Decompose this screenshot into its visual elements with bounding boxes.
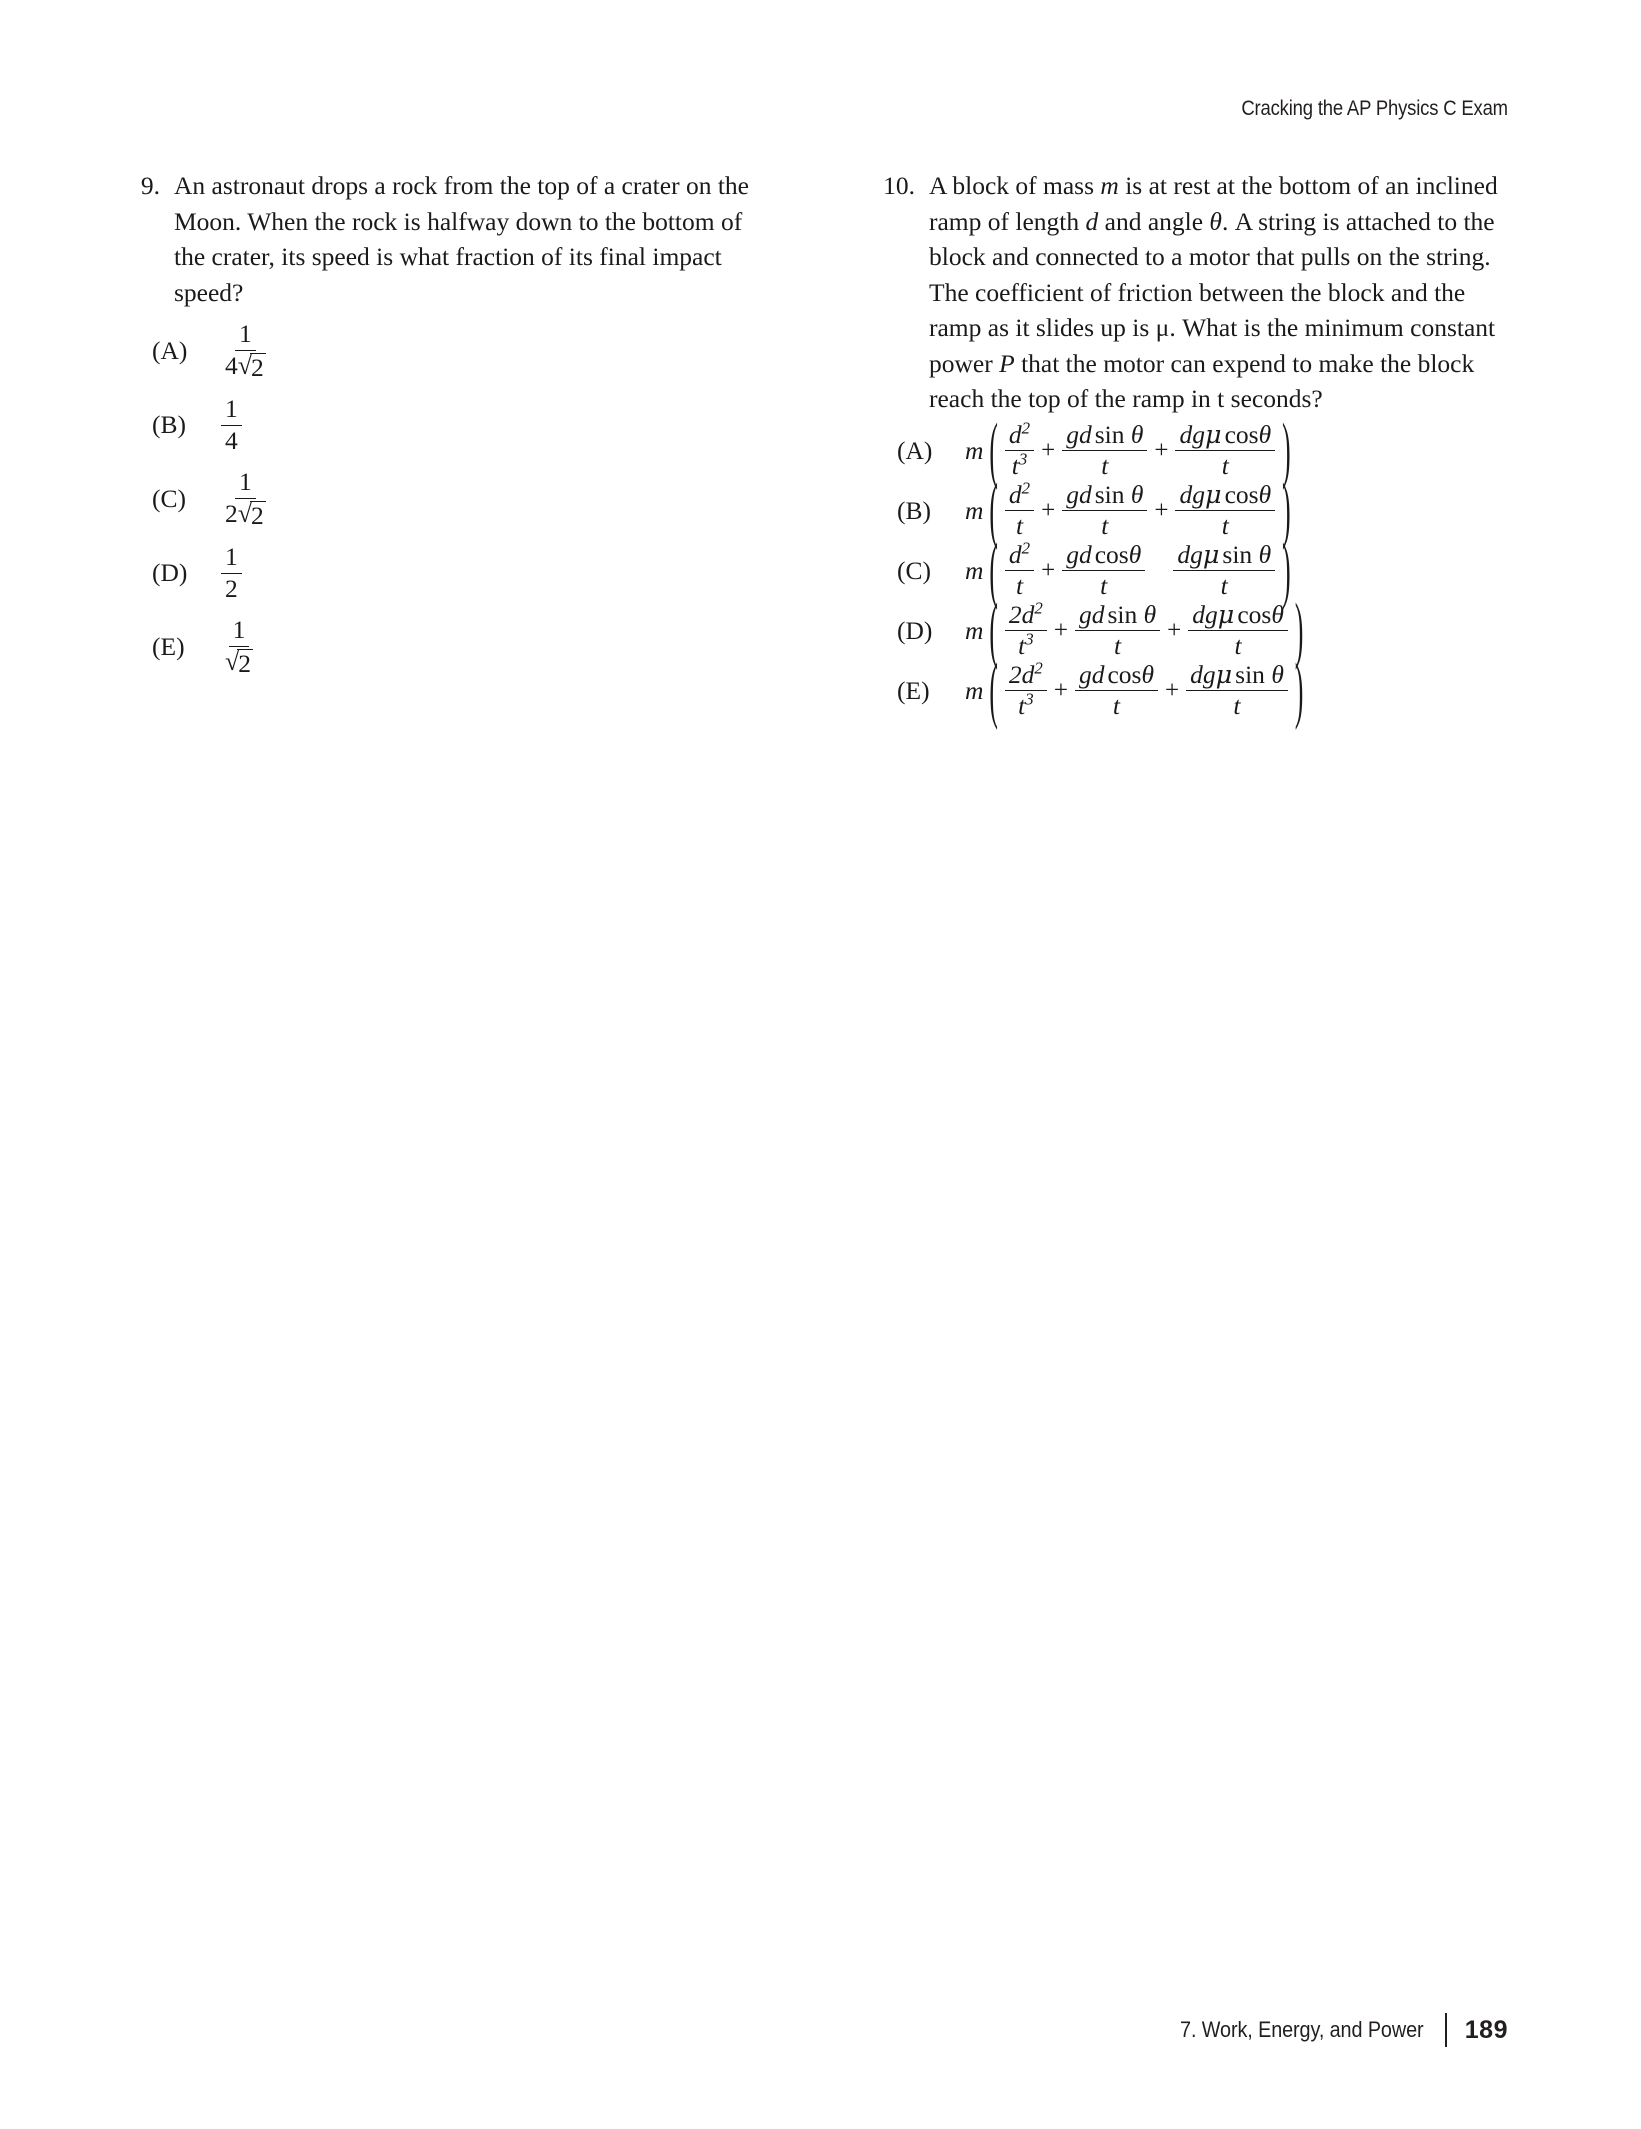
operator-plus: + (1167, 616, 1182, 644)
operator-plus: + (1154, 496, 1169, 524)
paren-close: ) (1294, 587, 1304, 672)
paren-close: ) (1294, 647, 1304, 732)
choice-d-label: (D) (897, 615, 933, 645)
choice-b-prefactor: m (965, 495, 984, 525)
operator-plus: + (1053, 616, 1068, 644)
choice-c-label: (C) (152, 484, 186, 513)
question-10-choice-d[interactable] (873, 587, 1481, 672)
choice-a-denominator: 4 √ 2 (225, 350, 264, 382)
question-9-choice-a[interactable] (128, 314, 736, 388)
question-9-stem-line-2: Moon. When the rock is halfway down to the bottom of (174, 206, 743, 236)
question-10-choice-a[interactable] (873, 407, 1481, 492)
paren-close: ) (1282, 467, 1291, 552)
choice-e-label: (E) (897, 675, 930, 705)
question-9-stem-line-1: An astronaut drops a rock from the top of a crater on the (174, 171, 749, 200)
operator-plus: + (1154, 436, 1169, 464)
choice-c-denominator: 2 √ 2 (225, 498, 264, 530)
choice-d-prefactor: m (965, 615, 984, 645)
operator-plus: + (1164, 676, 1180, 704)
choice-d-numerator: 1 (221, 543, 242, 574)
choice-e-denominator: √ 2 (225, 646, 252, 678)
choice-a-numerator: 1 (235, 320, 256, 351)
question-10-number: 10. (883, 171, 915, 200)
question-10-choice-e[interactable] (873, 647, 1481, 732)
choice-b-label: (B) (152, 410, 186, 439)
question-10-choice-c[interactable] (873, 527, 1481, 612)
choice-c-label: (C) (897, 555, 931, 585)
paren-close: ) (1282, 527, 1291, 612)
question-10-choices (873, 407, 1481, 732)
operator-plus: + (1041, 436, 1056, 464)
choice-a-value (220, 320, 271, 381)
footer-divider (1445, 2013, 1447, 2047)
choice-e-value (220, 616, 258, 677)
choice-a-expression: m ( $\frac{d^2}{t^3}$ + $\frac{\text{gd sin θ}}{t}$ + $\frac{\text{dgμ cosθ}}{t}$ ) (965, 421, 1297, 481)
choice-c-value (220, 468, 271, 529)
question-10-stem-line-6: power P that the motor can expend to make the block (929, 348, 1475, 378)
choice-c-prefactor: m (965, 555, 984, 585)
question-10-stem-line-7: reach the top of the ramp in t seconds? (929, 384, 1323, 413)
question-9-choices (128, 314, 736, 684)
question-9-stem-line-3: the crater, its speed is what fraction of its final impact (174, 242, 722, 271)
paren-close: ) (1282, 407, 1291, 492)
question-10-stem-line-1: A block of mass m is at rest at the bottom of an inclined (929, 171, 1498, 200)
choice-b-expression: m ( $\frac{d^2}{t}$ + $\frac{\text{gd sin θ}}{t}$ + $\frac{\text{dgμ cosθ}}{t}$ ) (965, 481, 1297, 541)
question-9 (128, 168, 749, 310)
question-10-stem (929, 168, 1498, 417)
choice-d-label: (D) (152, 558, 188, 587)
question-10 (873, 168, 1498, 417)
question-10-choice-b[interactable] (873, 467, 1481, 552)
choice-b-numerator: 1 (221, 395, 242, 426)
choice-a-label: (A) (152, 336, 188, 365)
choice-e-numerator: 1 (229, 616, 250, 647)
operator-plus: + (1053, 676, 1068, 704)
page-number: 189 (1464, 2015, 1508, 2044)
question-9-choice-b[interactable] (128, 388, 736, 462)
paren-open: ( (989, 467, 998, 552)
paren-open: ( (989, 647, 998, 732)
operator-plus: + (1041, 496, 1056, 524)
choice-d-denominator: 2 (225, 573, 238, 603)
question-9-choice-d[interactable] (128, 536, 736, 610)
choice-d-value (220, 543, 243, 603)
question-9-choice-c[interactable] (128, 462, 736, 536)
choice-e-label: (E) (152, 632, 185, 661)
question-10-stem-line-5: ramp as it slides up is μ. What is the minimum constant (929, 313, 1496, 342)
choice-b-label: (B) (897, 495, 931, 525)
question-9-stem-line-4: speed? (174, 277, 244, 307)
choice-c-numerator: 1 (235, 468, 256, 499)
choice-a-label: (A) (897, 435, 933, 465)
choice-d-expression: m ( $\frac{2d^2}{t^3}$ + $\frac{\text{gd sin θ}}{t}$ + $\frac{\text{dgμ cosθ}}{t}$ ) (965, 601, 1309, 661)
paren-open: ( (989, 587, 998, 672)
choice-a-prefactor: m (965, 435, 984, 465)
footer-section-title: 7. Work, Energy, and Power (1179, 2017, 1424, 2042)
page-footer (1153, 2013, 1508, 2047)
question-10-stem-line-3: block and connected to a motor that pulls on the string. (929, 242, 1491, 271)
question-columns (128, 168, 1518, 732)
operator-plus: + (1041, 556, 1056, 584)
choice-e-prefactor: m (965, 675, 984, 705)
paren-open: ( (989, 407, 998, 492)
column-right (873, 168, 1498, 732)
question-9-stem (174, 168, 749, 310)
question-10-stem-line-2: ramp of length d and angle θ. A string is attached to the (929, 206, 1495, 236)
question-10-stem-line-4: The coefficient of friction between the block and the (929, 277, 1466, 307)
choice-e-expression: m ( $\frac{2d^2}{t^3}$ + $\frac{\text{gd cosθ}}{t}$ + $\frac{\text{dgμ sin θ}}{t}$ ) (965, 661, 1309, 721)
question-9-number: 9. (140, 171, 160, 200)
choice-b-denominator: 4 (225, 425, 238, 455)
choice-b-value (220, 395, 243, 455)
question-9-choice-e[interactable] (128, 610, 736, 684)
column-left (128, 168, 749, 721)
paren-open: ( (989, 527, 998, 612)
running-head: Cracking the AP Physics C Exam (1241, 97, 1508, 120)
choice-c-expression: m ( $\frac{d^2}{t}$ + $\frac{\text{gd cosθ}}{t}$ $\frac{\text{dgμ sin θ}}{t}$ ) (965, 541, 1297, 601)
